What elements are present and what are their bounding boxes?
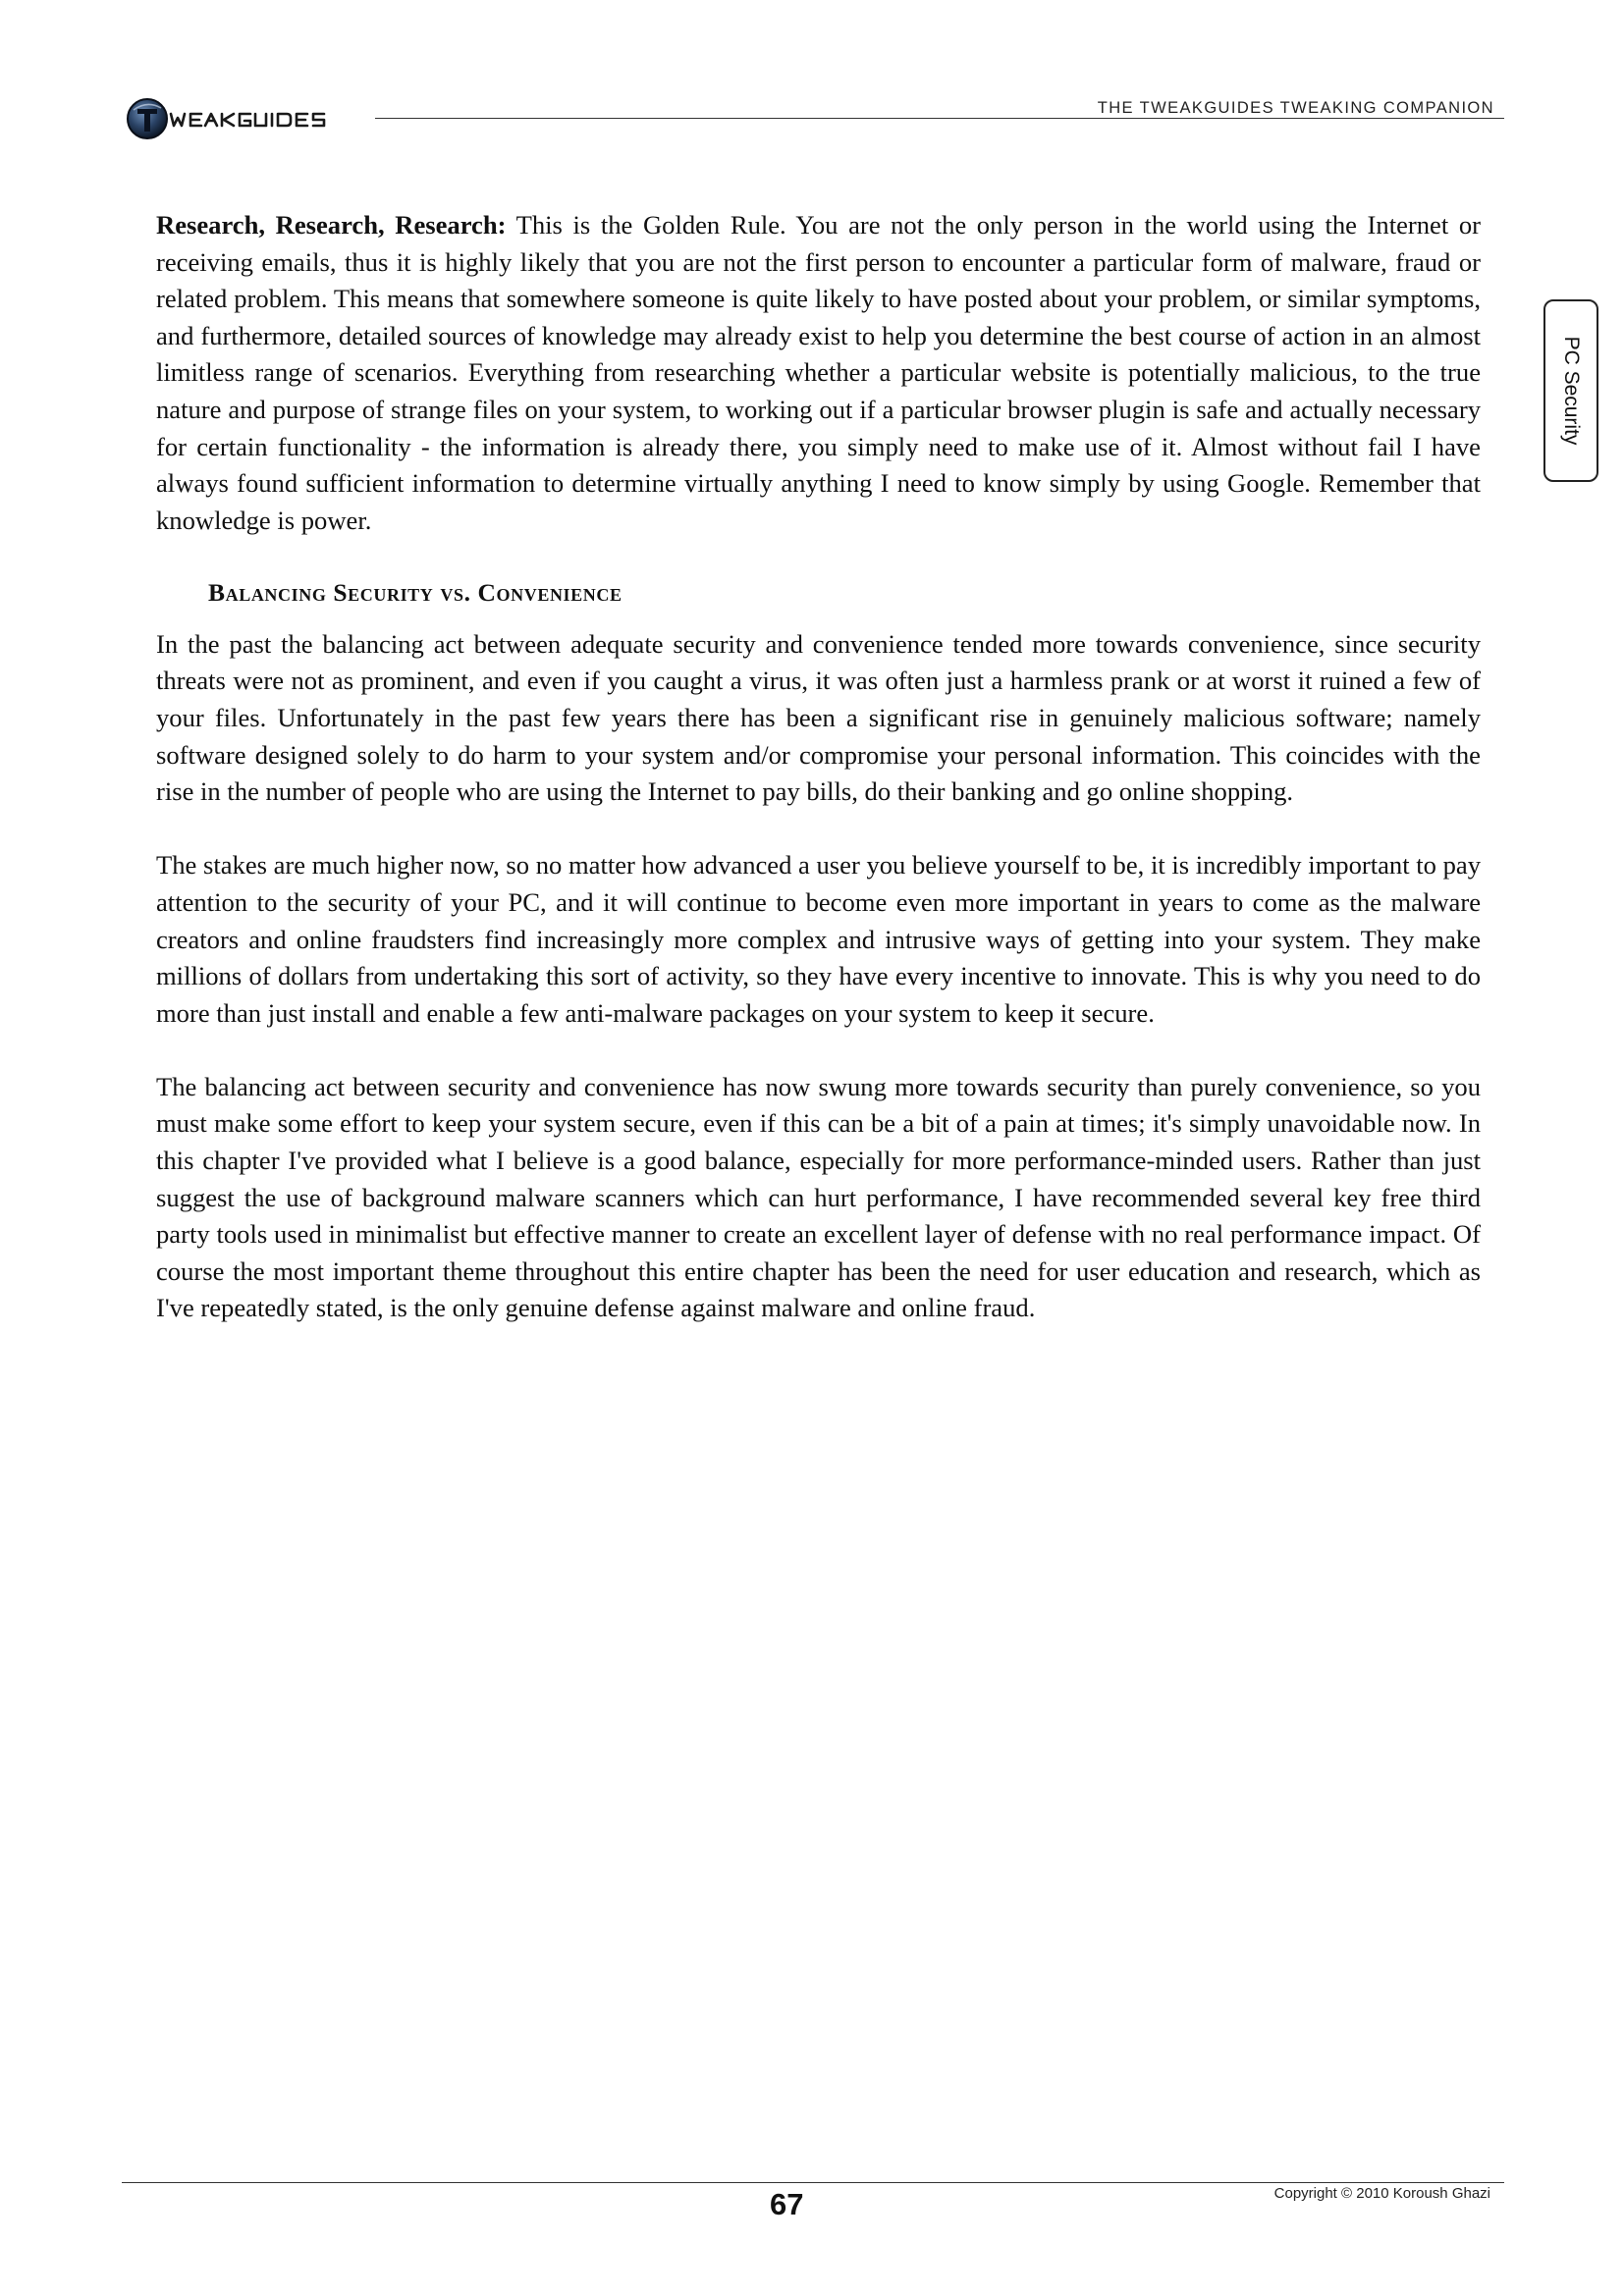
footer-rule <box>122 2182 1504 2183</box>
copyright-notice: Copyright © 2010 Koroush Ghazi <box>1273 2185 1490 2202</box>
paragraph-research-text: This is the Golden Rule. You are not the only person in the world using the Internet or receiving emails, thus it is highly likely that you are not the first person to encounter a particular form of malware, fraud or related problem. This means that somewhere someone is quite likely to have posted about your problem, or similar symptoms, and furthermore, detailed sources of knowledge may already exist to help you determine the best course of action in an almost limitless range of scenarios. Everything from researching whether a particular website is potentially malicious, to the true nature and purpose of strange files on your system, to working out if a particular browser plugin is safe and actually necessary for certain functionality - the information is already there, you simply need to make use of it. Almost without fail I have always found sufficient information to determine virtually anything I need to know simply by using Google. Remember that knowledge is power. <box>156 210 1481 535</box>
tweakguides-logo-graphic <box>126 96 361 141</box>
running-header-title: THE TWEAKGUIDES TWEAKING COMPANION <box>1097 99 1494 117</box>
paragraph-balancing-now: The balancing act between security and convenience has now swung more towards security than purely convenience, so you must make some effort to keep your system secure, even if this can be a bit of a pain at times; it's simply unavoidable now. In this chapter I've provided what I believe is a good balance, especially for more performance-minded users. Rather than just suggest the use of background malware scanners which can hurt performance, I have recommended several key free third party tools used in minimalist but effective manner to create an excellent layer of defense with no real performance impact. Of course the most important theme throughout this entire chapter has been the need for user education and research, which as I've repeatedly stated, is the only genuine defense against malware and online fraud. <box>156 1071 1481 1323</box>
page-content <box>156 207 1481 1363</box>
tweakguides-logo <box>126 96 361 141</box>
paragraph-stakes: The stakes are much higher now, so no matter how advanced a user you believe yourself to be, it is incredibly important to pay attention to the security of your PC, and it will continue to become even more important in years to come as the malware creators and online fraudsters find increasingly more complex and intrusive ways of getting into your system. They make millions of dollars from undertaking this sort of activity, so they have every incentive to innovate. This is why you need to do more than just install and enable a few anti-malware packages on your system to keep it secure. <box>156 850 1481 1028</box>
chapter-side-tab-label: PC Security <box>1560 336 1583 446</box>
chapter-side-tab <box>1543 299 1598 482</box>
paragraph-lead-in: Research, Research, Research: <box>156 210 507 240</box>
header-rule <box>375 118 1504 119</box>
paragraph-research <box>156 207 1481 539</box>
page-number: 67 <box>770 2187 804 2221</box>
section-heading: Balancing Security vs. Convenience <box>208 577 623 607</box>
paragraph-balancing-past: In the past the balancing act between adequate security and convenience tended more towards convenience, since security threats were not as prominent, and even if you caught a virus, it was often just a harmless prank or at worst it ruined a few of your files. Unfortunately in the past few years there has been a significant rise in genuinely malicious software; namely software designed solely to do harm to your system and/or compromise your personal information. This coincides with the rise in the number of people who are using the Internet to pay bills, do their banking and go online shopping. <box>156 628 1481 807</box>
